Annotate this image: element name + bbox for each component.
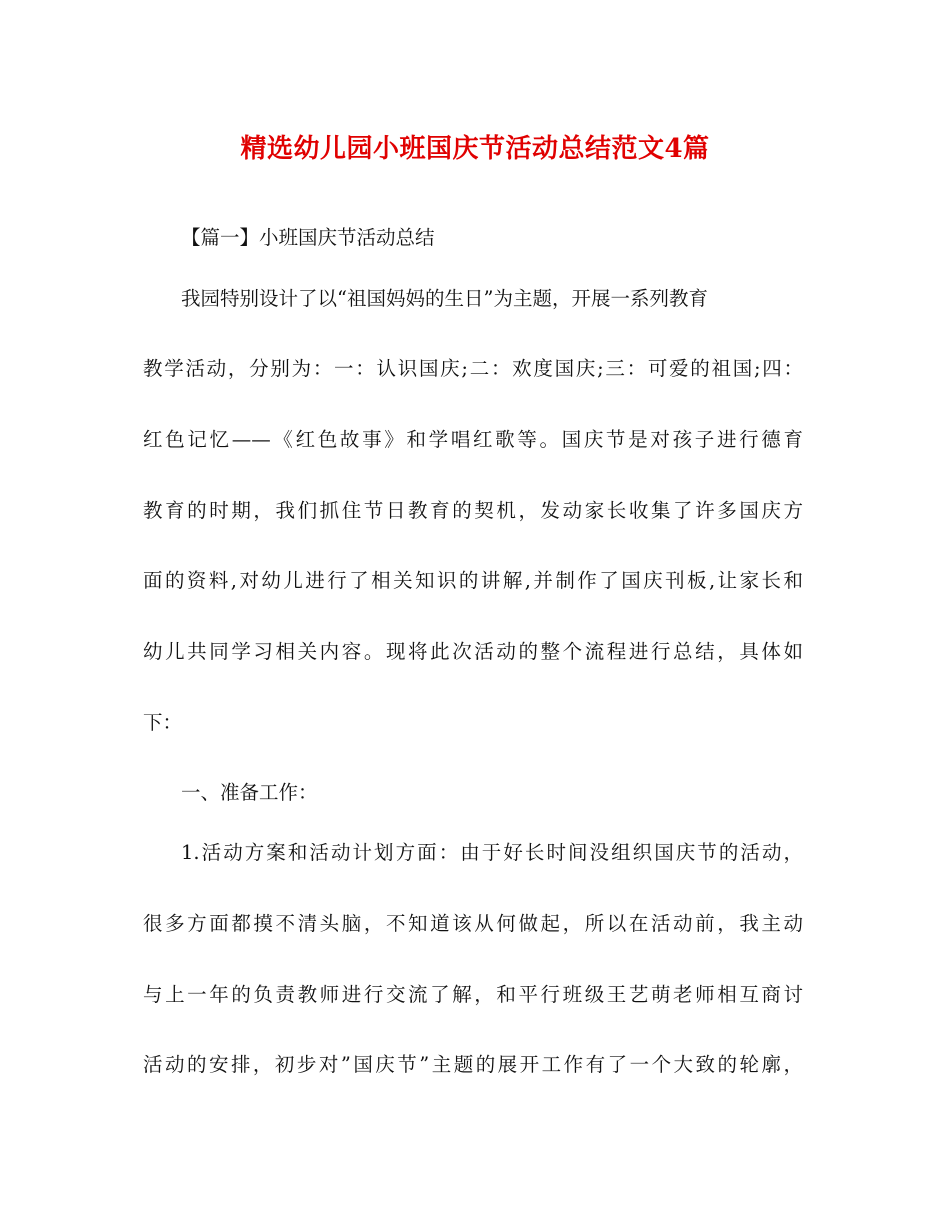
paragraph-line: 1.活动方案和活动计划方面：由于好长时间没组织国庆节的活动，: [181, 841, 803, 864]
paragraph-line: 我园特别设计了以“祖国妈妈的生日”为主题，开展一系列教育: [181, 287, 708, 310]
paragraph-line: 活动的安排，初步对”国庆节”主题的展开工作有了一个大致的轮廓，: [143, 1053, 803, 1076]
paragraph-line: 与上一年的负责教师进行交流了解，和平行班级王艺萌老师相互商讨: [143, 983, 803, 1006]
document-title: 精选幼儿园小班国庆节活动总结范文4篇: [240, 134, 710, 164]
paragraph-line: 面的资料,对幼儿进行了相关知识的讲解,并制作了国庆刊板,让家长和: [143, 569, 803, 592]
subsection-heading: 一、准备工作：: [181, 781, 318, 804]
section-heading: 【篇一】小班国庆节活动总结: [181, 226, 435, 249]
paragraph-line: 幼儿共同学习相关内容。现将此次活动的整个流程进行总结，具体如: [143, 640, 803, 663]
paragraph-line: 红色记忆——《红色故事》和学唱红歌等。国庆节是对孩子进行德育: [143, 428, 803, 451]
paragraph-line: 很多方面都摸不清头脑，不知道该从何做起，所以在活动前，我主动: [143, 912, 803, 935]
paragraph-line: 教育的时期，我们抓住节日教育的契机，发动家长收集了许多国庆方: [143, 499, 803, 522]
paragraph-line: 教学活动，分别为：一：认识国庆;二：欢度国庆;三：可爱的祖国;四：: [143, 357, 803, 380]
paragraph-line: 下：: [143, 711, 183, 734]
